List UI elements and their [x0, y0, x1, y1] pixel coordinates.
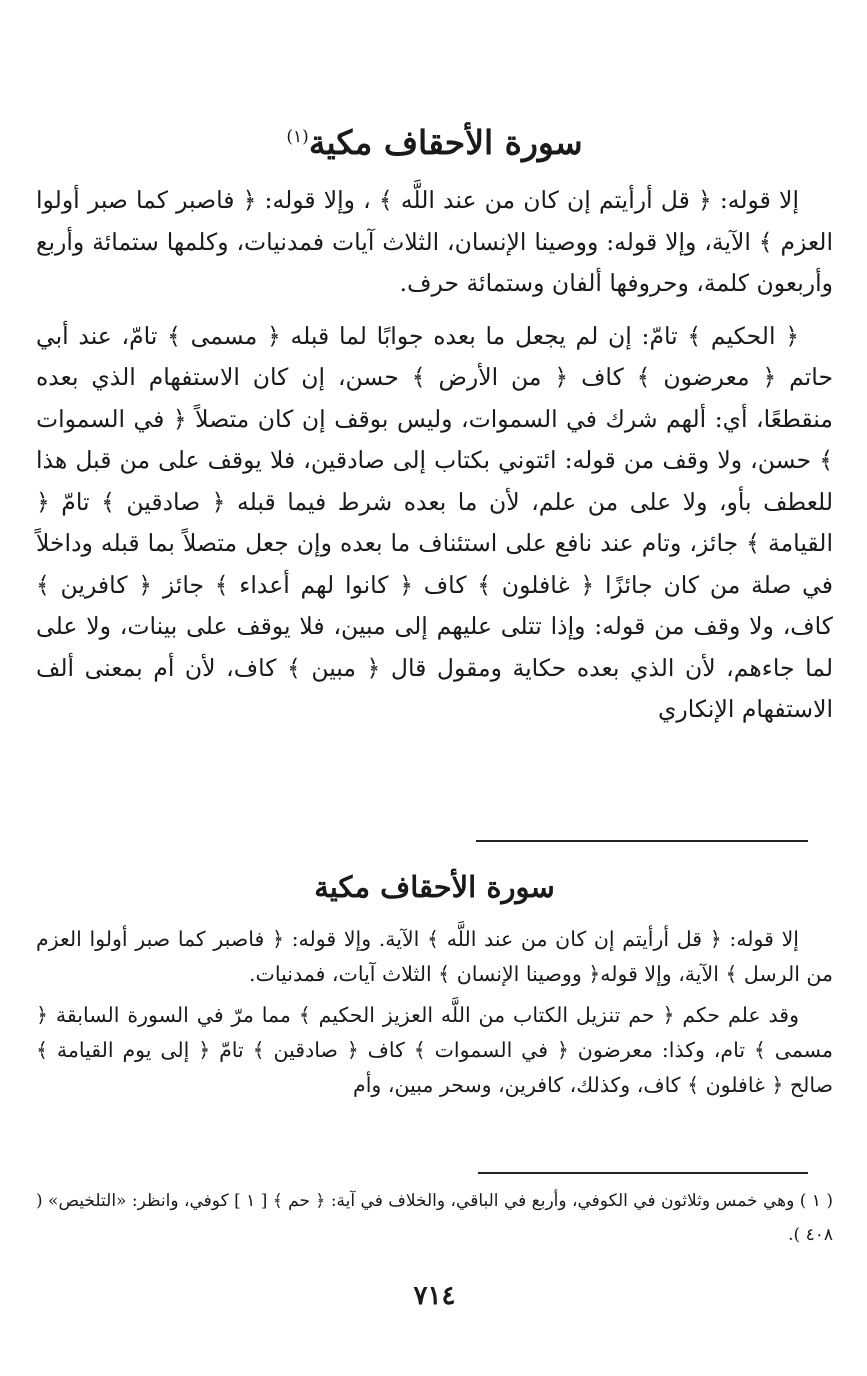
section2-paragraph: وقد علم حكم ﴿ حم تنزيل الكتاب من اللَّه العزيز الحكيم ﴾ مما مرّ في السورة السابقة ﴿ مسمى ﴾ تام، وكذا: معرضون ﴿ في السموات ﴾ كاف ﴿ صادقين ﴾ تامّ ﴿ إلى يوم القيامة ﴾ صالح ﴿ غافلون ﴾ كاف، وكذلك، كافرين، وسحر مبين، وأم — [36, 1003, 833, 1097]
main-paragraph: إلا قوله: ﴿ قل أرأيتم إن كان من عند اللَّه ﴾ ، وإلا قوله: ﴿ فاصبر كما صبر أولوا العزم ﴾ الآية، وإلا قوله: ووصينا الإنسان، الثلاث آيات فمدنيات، وكلمها ستمائة وأربع وأربعون كلمة، وحروفها ألفان وستمائة حرف. — [36, 186, 833, 297]
section2-text — [36, 922, 833, 1103]
section-title — [36, 112, 833, 168]
footnote — [36, 1184, 833, 1252]
footnote-divider — [478, 1172, 808, 1174]
main-paragraph: ﴿ الحكيم ﴾ تامّ: إن لم يجعل ما بعده جوابًا لما قبله ﴿ مسمى ﴾ تامّ، عند أبي حاتم ﴿ معرضون ﴾ كاف ﴿ من الأرض ﴾ حسن، إن كان الاستفهام الذي بعده منقطعًا، أي: ألهم شرك في السموات، وليس بوقف إن كان متصلاً ﴿ في السموات ﴾ حسن، ولا وقف من قوله: ائتوني بكتاب إلى صادقين، فلا يوقف على من قبل هذا للعطف بأو، ولا على من علم، لأن ما بعده شرط فيما قبله ﴿ صادقين ﴾ تامّ ﴿ القيامة ﴾ جائز، وتام عند نافع على استئناف ما بعده وإن جعل متصلاً بما قبله وداخلاً في صلة من كان جائزًا ﴿ غافلون ﴾ كاف ﴿ كانوا لهم أعداء ﴾ جائز ﴿ كافرين ﴾ كاف، ولا وقف من قوله: وإذا تتلى عليهم إلى مبين، فلا يوقف على بينات، ولا على لما جاءهم، لأن الذي بعده حكاية ومقول قال ﴿ مبين ﴾ كاف، لأن أم بمعنى ألف الاستفهام الإنكاري — [36, 321, 833, 723]
book-page — [36, 0, 833, 1376]
section-title-text: سورة الأحقاف مكية — [308, 123, 583, 162]
main-text — [36, 180, 833, 731]
section2-paragraph: إلا قوله: ﴿ قل أرأيتم إن كان من عند اللَّه ﴾ الآية. وإلا قوله: ﴿ فاصبر كما صبر أولوا العزم من الرسل ﴾ الآية، وإلا قوله﴿ ووصينا الإنسان ﴾ الثلاث آيات، فمدنيات. — [36, 927, 833, 986]
section2-title: سورة الأحقاف مكية — [314, 870, 555, 904]
footnote-text: ( ١ ) وهي خمس وثلاثون في الكوفي، وأربع في الباقي، والخلاف في آية: ﴿ حم ﴾ [ ١ ] كوفي، وانظر: «التلخيص» ( ٤٠٨ ). — [36, 1191, 833, 1245]
footnote-marker: (١) — [286, 127, 309, 147]
page-number: ٧١٤ — [413, 1281, 456, 1311]
section-divider — [476, 840, 808, 842]
